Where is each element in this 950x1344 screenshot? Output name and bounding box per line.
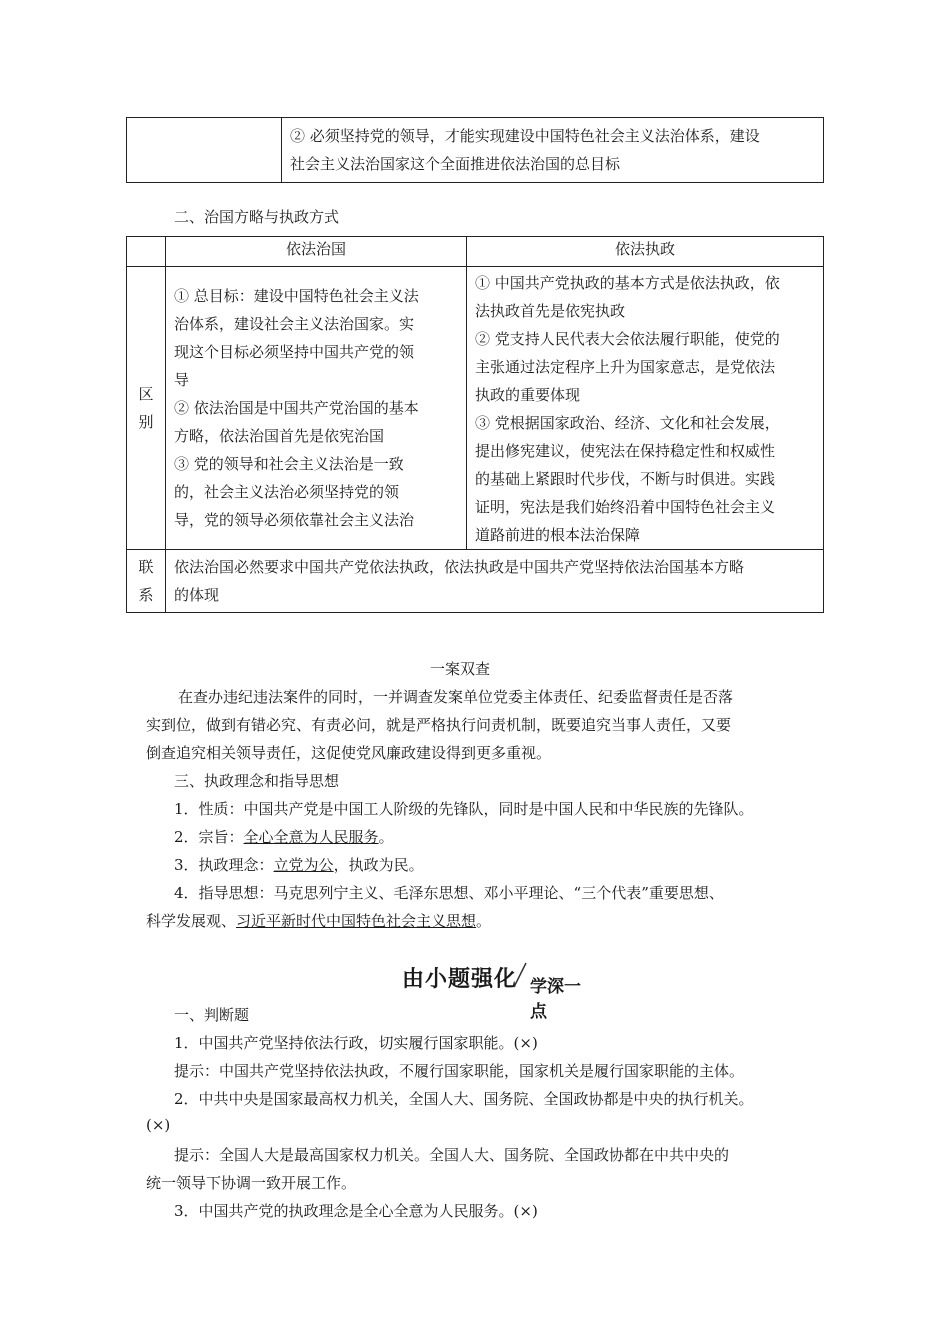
difference-left-line: 导 — [174, 371, 190, 389]
section3-item-3: 3．执政理念：立党为公，执政为民。 — [174, 856, 424, 874]
difference-left-line: 现这个目标必须坚持中国共产党的领 — [174, 343, 415, 361]
difference-right-line: ② 党支持人民代表大会依法履行职能，使党的 — [475, 330, 780, 348]
strategy-table — [126, 236, 824, 613]
section3-title: 三、执政理念和指导思想 — [174, 772, 340, 790]
purpose-underlined: 全心全意为人民服务 — [243, 828, 379, 846]
quiz-q2-line-2: (×) — [146, 1116, 171, 1134]
quiz-title: 一、判断题 — [174, 1006, 250, 1024]
top-table — [126, 117, 824, 183]
row-label-connection: 联 系 — [127, 550, 166, 613]
banner-sub-text: 学深一点 — [530, 977, 581, 1022]
guiding-thought-underlined: 习近平新时代中国特色社会主义思想 — [236, 912, 477, 930]
difference-right-line: 提出修宪建议，使宪法在保持稳定性和权威性 — [475, 442, 776, 460]
difference-left-line: ② 依法治国是中国共产党治国的基本 — [174, 399, 419, 417]
connection-line-2: 的体现 — [174, 586, 220, 604]
difference-right-line: 证明，宪法是我们始终沿着中国特色社会主义 — [475, 498, 776, 516]
difference-right-line: 执政的重要体现 — [475, 386, 581, 404]
difference-left-line: ③ 党的领导和社会主义法治是一致 — [174, 455, 404, 473]
difference-right-line: 道路前进的根本法治保障 — [475, 526, 641, 544]
difference-right-text — [467, 267, 823, 549]
quiz-a2-line-2: 统一领导下协调一致开展工作。 — [146, 1174, 357, 1192]
top-table-empty-cell — [127, 118, 282, 183]
table-corner-cell — [127, 237, 166, 267]
quiz-a1: 提示：中国共产党坚持依法执政，不履行国家职能，国家机关是履行国家职能的主体。 — [174, 1062, 745, 1080]
difference-left-line: 治体系，建设社会主义法治国家。实 — [174, 315, 415, 333]
difference-left-line: ① 总目标：建设中国特色社会主义法 — [174, 287, 419, 305]
top-table-text-cell — [282, 118, 824, 183]
top-table-line-1: ② 必须坚持党的领导，才能实现建设中国特色社会主义法治体系，建设 — [290, 127, 760, 145]
difference-right-line: ① 中国共产党执政的基本方式是依法执政，依 — [475, 274, 780, 292]
difference-left-cell — [166, 267, 467, 550]
section3-item-4-line-1: 4．指导思想：马克思列宁主义、毛泽东思想、邓小平理论、“三个代表”重要思想、 — [174, 884, 724, 902]
case-title: 一案双查 — [430, 660, 491, 678]
difference-right-line: ③ 党根据国家政治、经济、文化和社会发展， — [475, 414, 780, 432]
row-label-difference: 区 别 — [127, 267, 166, 550]
section3-item-2: 2．宗旨：全心全意为人民服务。 — [174, 828, 394, 846]
difference-left-text — [166, 282, 466, 534]
quiz-q3: 3．中国共产党的执政理念是全心全意为人民服务。(×) — [174, 1202, 538, 1220]
case-paragraph-line-1: 在查办违纪违法案件的同时，一并调查发案单位党委主体责任、纪委监督责任是否落 — [178, 688, 734, 706]
difference-right-line: 法执政首先是依宪执政 — [475, 302, 626, 320]
col-header-rule-of-law: 依法治国 — [166, 237, 467, 267]
section3-item-1: 1．性质：中国共产党是中国工人阶级的先锋队，同时是中国人民和中华民族的先锋队。 — [174, 800, 754, 818]
governing-concept-underlined: 立党为公 — [273, 856, 334, 874]
section2-title: 二、治国方略与执政方式 — [174, 208, 340, 226]
case-paragraph-line-2: 实到位，做到有错必究、有责必问，就是严格执行问责机制，既要追究当事人责任，又要 — [146, 716, 732, 734]
difference-left-line: 方略，依法治国首先是依宪治国 — [174, 427, 385, 445]
difference-right-cell — [467, 267, 824, 550]
quiz-q1: 1．中国共产党坚持依法行政，切实履行国家职能。(×) — [174, 1034, 538, 1052]
section-banner — [402, 960, 592, 1022]
col-header-govern-by-law: 依法执政 — [467, 237, 824, 267]
connection-line-1: 依法治国必然要求中国共产党依法执政，依法执政是中国共产党坚持依法治国基本方略 — [174, 558, 745, 576]
banner-main-text: 由小题强化 — [402, 967, 518, 992]
banner-slash-icon — [510, 960, 530, 990]
difference-left-line: 导，党的领导必须依靠社会主义法治 — [174, 511, 415, 529]
difference-right-line: 主张通过法定程序上升为国家意志，是党依法 — [475, 358, 776, 376]
difference-left-line: 的，社会主义法治必须坚持党的领 — [174, 483, 400, 501]
quiz-a2-line-1: 提示：全国人大是最高国家权力机关。全国人大、国务院、全国政协都在中共中央的 — [174, 1146, 730, 1164]
top-table-line-2: 社会主义法治国家这个全面推进依法治国的总目标 — [290, 155, 621, 173]
difference-right-line: 的基础上紧跟时代步伐，不断与时俱进。实践 — [475, 470, 776, 488]
connection-cell — [166, 550, 824, 613]
quiz-q2-line-1: 2．中共中央是国家最高权力机关，全国人大、国务院、全国政协都是中央的执行机关。 — [174, 1090, 754, 1108]
section3-item-4-line-2: 科学发展观、习近平新时代中国特色社会主义思想。 — [146, 912, 492, 930]
case-paragraph-line-3: 倒查追究相关领导责任，这促使党风廉政建设得到更多重视。 — [146, 744, 552, 762]
